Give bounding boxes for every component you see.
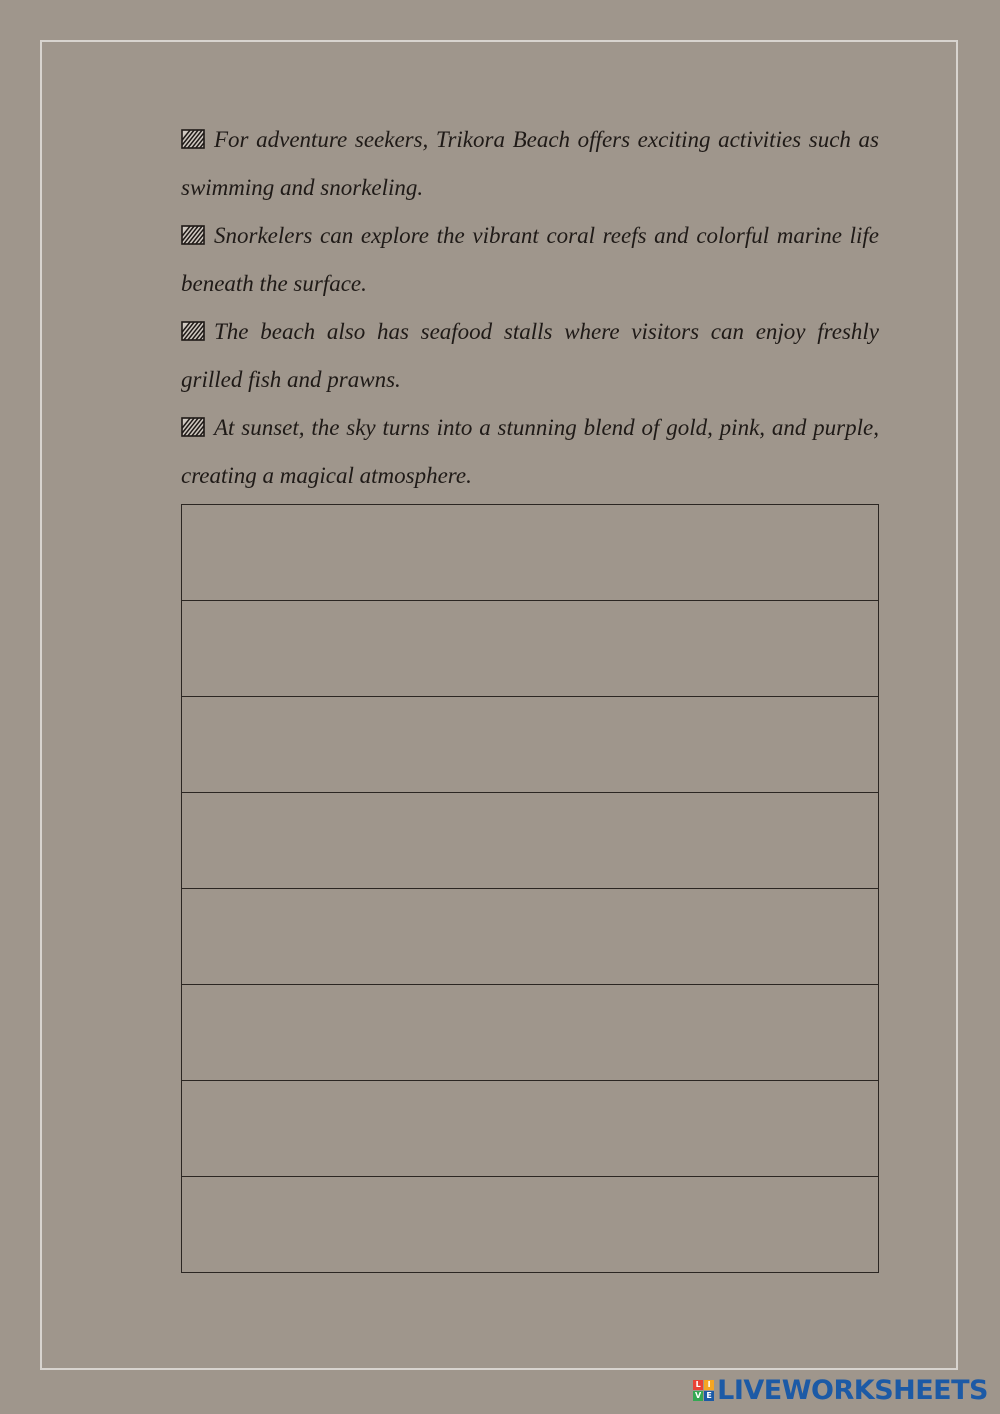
answer-row[interactable] [182, 1081, 878, 1177]
paragraph-text: The beach also has seafood stalls where visitors can enjoy freshly grilled fish and prawns. [181, 319, 879, 392]
paragraph-4 [181, 404, 879, 500]
answer-row[interactable] [182, 1177, 878, 1272]
logo-text: LIVEWORKSHEETS [717, 1375, 988, 1406]
answer-row[interactable] [182, 505, 878, 601]
paragraph-text: Snorkelers can explore the vibrant coral reefs and colorful marine life beneath the surface. [181, 223, 879, 296]
logo-mark-letter: V [695, 1391, 702, 1400]
paragraph-2 [181, 212, 879, 308]
answer-row[interactable] [182, 889, 878, 985]
logo-mark-letter: E [704, 1391, 714, 1401]
logo-mark-letter: I [704, 1380, 714, 1390]
paragraph-3 [181, 308, 879, 404]
answer-row[interactable] [182, 601, 878, 697]
hatched-square-icon [181, 321, 205, 341]
hatched-square-icon [181, 225, 205, 245]
paragraph-text: At sunset, the sky turns into a stunning blend of gold, pink, and purple, creating a magical atmosphere. [181, 415, 879, 488]
answer-row[interactable] [182, 793, 878, 889]
hatched-square-icon [181, 129, 205, 149]
answer-row[interactable] [182, 697, 878, 793]
answer-table [181, 504, 879, 1273]
liveworksheets-logo [693, 1375, 988, 1406]
paragraph-1 [181, 116, 879, 212]
hatched-square-icon [181, 417, 205, 437]
paragraph-text: For adventure seekers, Trikora Beach offers exciting activities such as swimming and snorkeling. [181, 127, 879, 200]
logo-mark-icon [693, 1380, 714, 1401]
logo-mark-letter: L [693, 1380, 703, 1390]
answer-row[interactable] [182, 985, 878, 1081]
reading-text [181, 116, 879, 500]
